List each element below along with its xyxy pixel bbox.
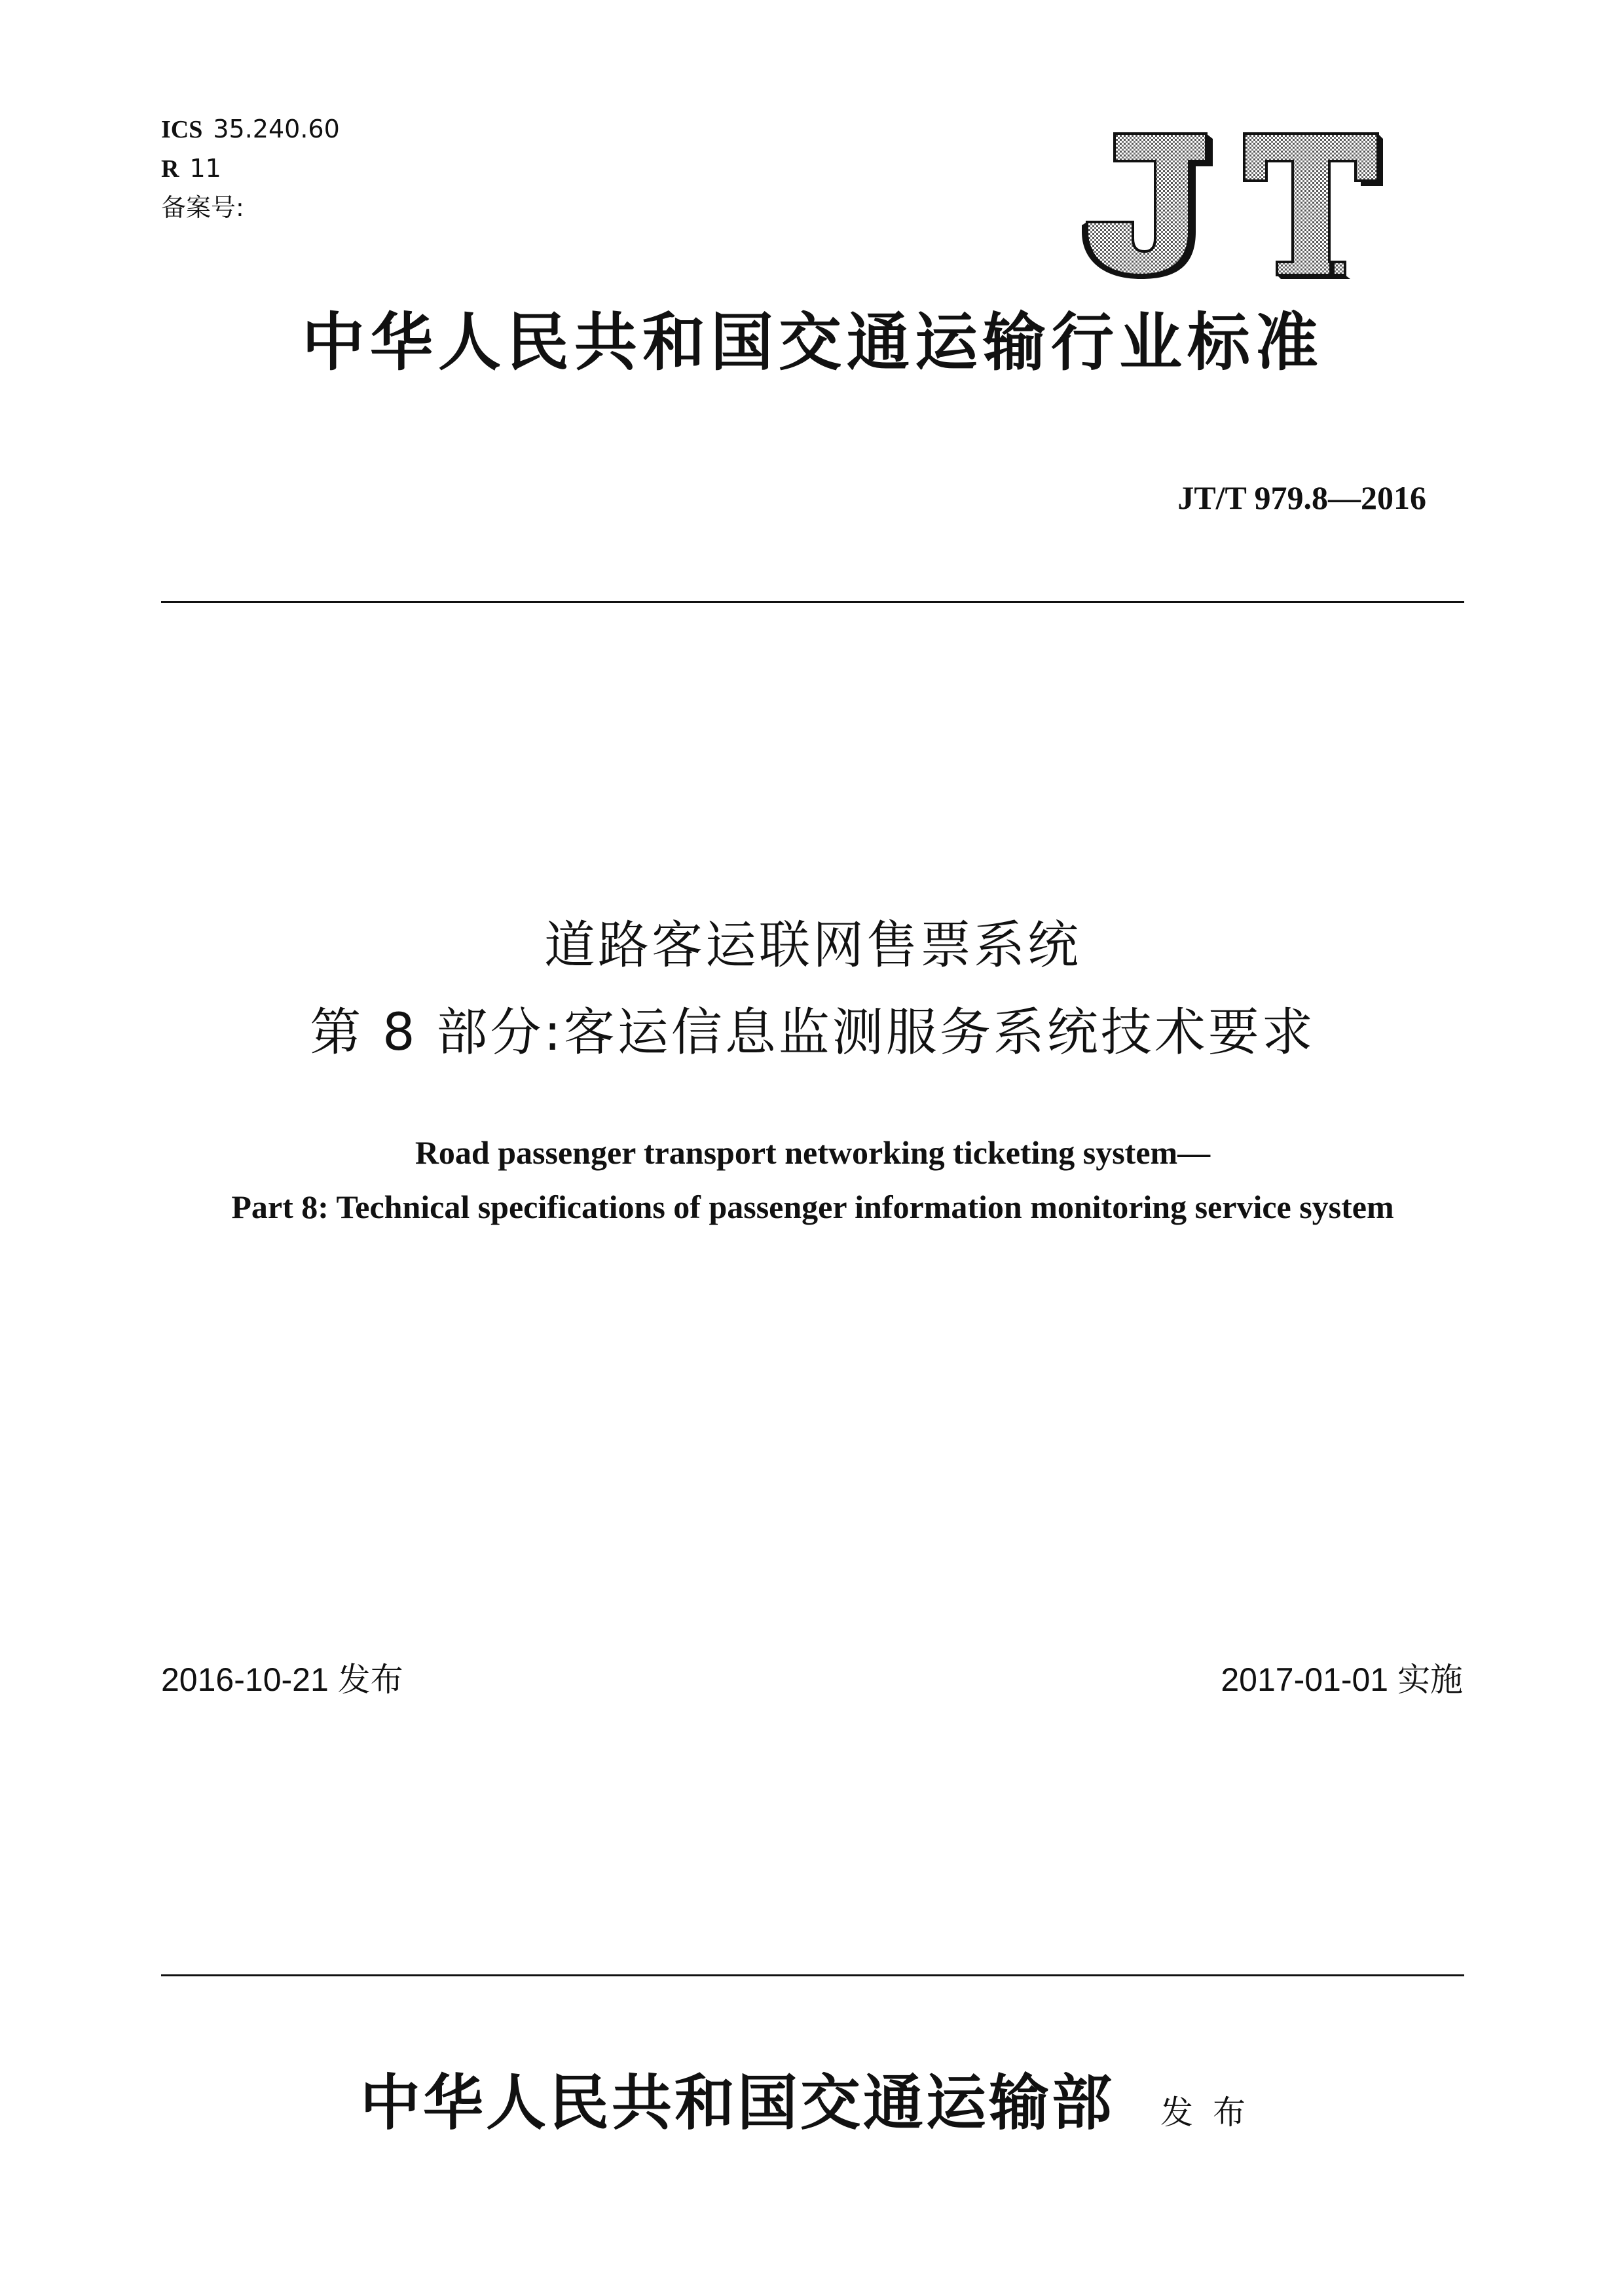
issuer-name: 中华人民共和国交通运输部	[360, 2067, 1115, 2138]
implementation-date: 2017-01-01 实施	[1221, 1661, 1463, 1698]
issuing-authority	[161, 2067, 1464, 2138]
classification-label: R	[161, 155, 179, 183]
release-date: 2016-10-21 发布	[161, 1661, 403, 1698]
document-title-cn-line1: 道路客运联网售票系统	[544, 916, 1081, 975]
ics-value: 35.240.60	[213, 115, 340, 143]
filing-number-line	[161, 195, 244, 220]
classification-value: 11	[189, 154, 221, 183]
classification-line	[161, 156, 221, 181]
standard-code: JT/T 979.8—2016	[1177, 479, 1426, 516]
logo-letter-t	[1244, 134, 1383, 279]
standard-category-title: 中华人民共和国交通运输行业标准	[302, 305, 1323, 379]
ics-label: ICS	[161, 116, 203, 143]
header-divider	[161, 601, 1464, 603]
footer-divider	[161, 1974, 1464, 1976]
ics-line	[161, 117, 340, 142]
document-title-cn-line2: 第 8 部分:客运信息监测服务系统技术要求	[310, 1003, 1316, 1062]
jt-logo	[1073, 127, 1387, 279]
document-title-en-line1: Road passenger transport networking ticketing system—	[415, 1134, 1211, 1171]
document-title-en-line2: Part 8: Technical specifications of passenger information monitoring service system	[231, 1189, 1394, 1225]
filing-number-label: 备案号:	[161, 193, 244, 222]
logo-letter-j	[1082, 134, 1213, 279]
issuer-suffix: 发布	[1160, 2094, 1265, 2132]
